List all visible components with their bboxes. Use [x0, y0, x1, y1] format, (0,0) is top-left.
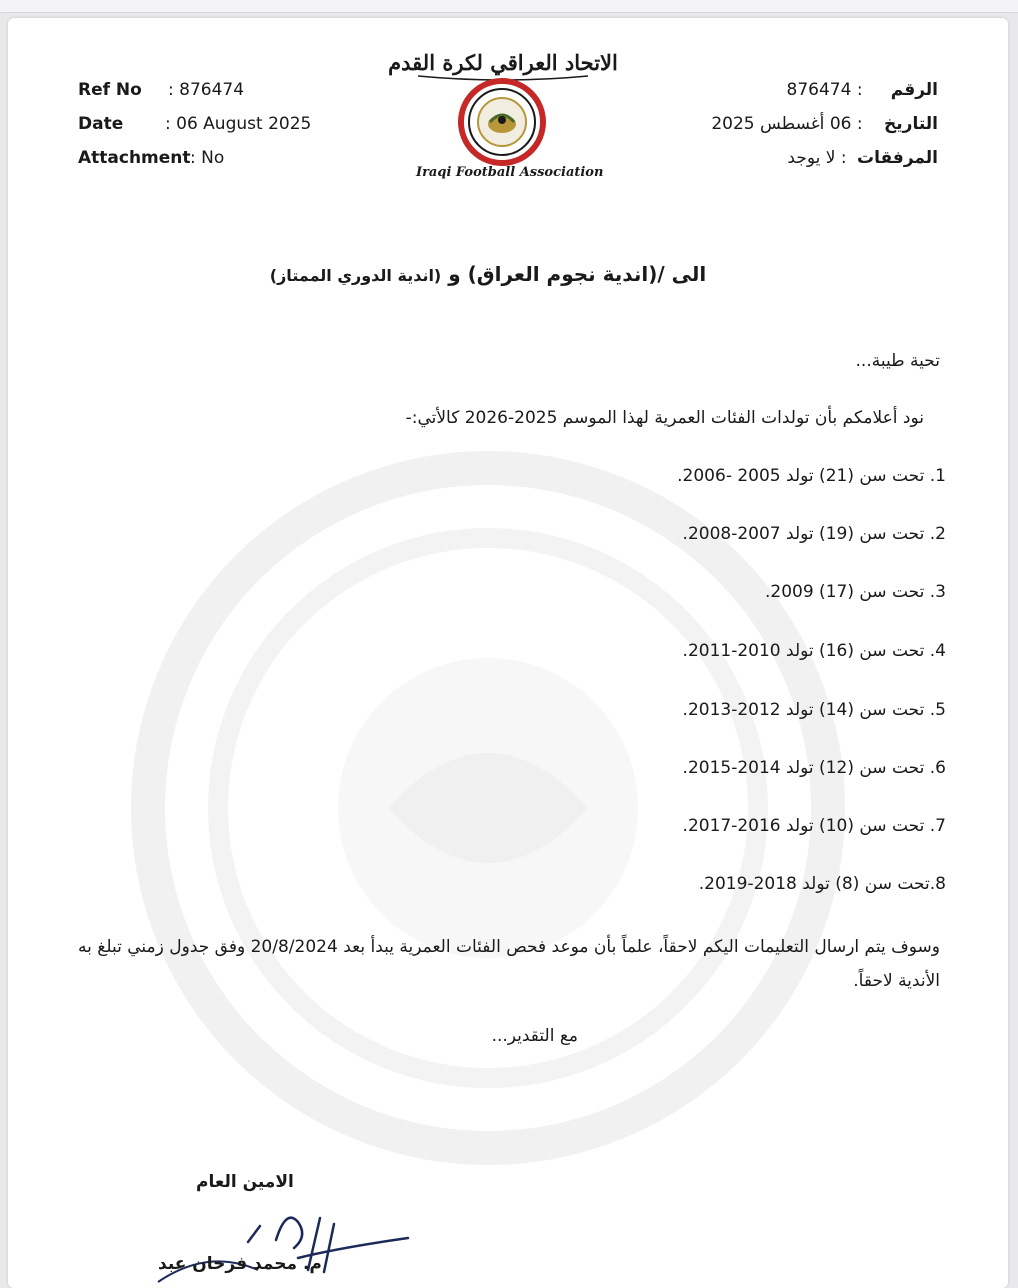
ar-ref-value: : 876474 — [786, 80, 863, 100]
recipient-main: الى /(اندية نجوم العراق) و — [448, 262, 707, 286]
ar-attachment-value: : لا يوجد — [787, 148, 847, 168]
date-label: Date — [78, 114, 124, 134]
closing-paragraph: وسوف يتم ارسال التعليمات اليكم لاحقاً، علماً بأن موعد فحص الفئات العمرية يبدأ بعد 20/8/2024 وفق جدول زمني تبلغ به الأندية لاحقاً. — [78, 937, 940, 991]
ref-row — [78, 80, 244, 100]
list-item: 3. تحت سن (17) 2009. — [764, 582, 946, 602]
attachment-value: : No — [190, 148, 225, 168]
ref-label: Ref No — [78, 80, 142, 100]
attachment-label: Attachment — [78, 148, 191, 168]
arabic-header — [648, 80, 938, 190]
date-value: : 06 August 2025 — [165, 114, 312, 134]
recipient-line — [258, 262, 718, 286]
association-english-name: Iraqi Football Association — [416, 165, 604, 180]
intro-paragraph: نود أعلامكم بأن تولدات الفئات العمرية لهذا الموسم 2025-2026 كالأتي:- — [405, 408, 924, 428]
ref-value: : 876474 — [168, 80, 245, 100]
ar-attachment-label: المرفقات — [856, 148, 938, 168]
list-item: 5. تحت سن (14) تولد 2012-2013. — [682, 700, 946, 720]
signatory-name: م. محمد فرحان عبد — [158, 1254, 322, 1274]
viewer-toolbar — [0, 0, 1018, 13]
list-item: 2. تحت سن (19) تولد 2007-2008. — [682, 524, 946, 544]
letter-page — [8, 18, 1008, 1288]
ar-date-row — [711, 114, 938, 134]
list-item: 7. تحت سن (10) تولد 2016-2017. — [682, 816, 946, 836]
ar-date-label: التاريخ — [884, 114, 938, 134]
list-item: 1. تحت سن (21) تولد 2005 -2006. — [677, 466, 946, 486]
list-item: 6. تحت سن (12) تولد 2014-2015. — [682, 758, 946, 778]
greeting: تحية طيبة... — [855, 351, 940, 371]
calligraphy-text: الاتحاد العراقي لكرة القدم — [388, 50, 618, 75]
list-item: 8.تحت سن (8) تولد 2018-2019. — [698, 874, 946, 894]
date-row — [78, 114, 311, 134]
attachment-row — [78, 148, 224, 168]
regards: مع التقدير... — [491, 1026, 578, 1046]
watermark-emblem-icon — [128, 448, 848, 1168]
list-item: 4. تحت سن (16) تولد 2010-2011. — [682, 641, 946, 661]
signatory-title: الامين العام — [196, 1172, 294, 1192]
ar-ref-row — [787, 80, 938, 100]
recipient-secondary: (اندية الدوري الممتاز) — [269, 266, 442, 285]
ar-ref-label: الرقم — [890, 80, 938, 100]
association-emblem-icon — [458, 78, 546, 166]
ar-date-value: : 06 أغسطس 2025 — [711, 114, 863, 134]
ar-attachment-row — [787, 148, 938, 168]
